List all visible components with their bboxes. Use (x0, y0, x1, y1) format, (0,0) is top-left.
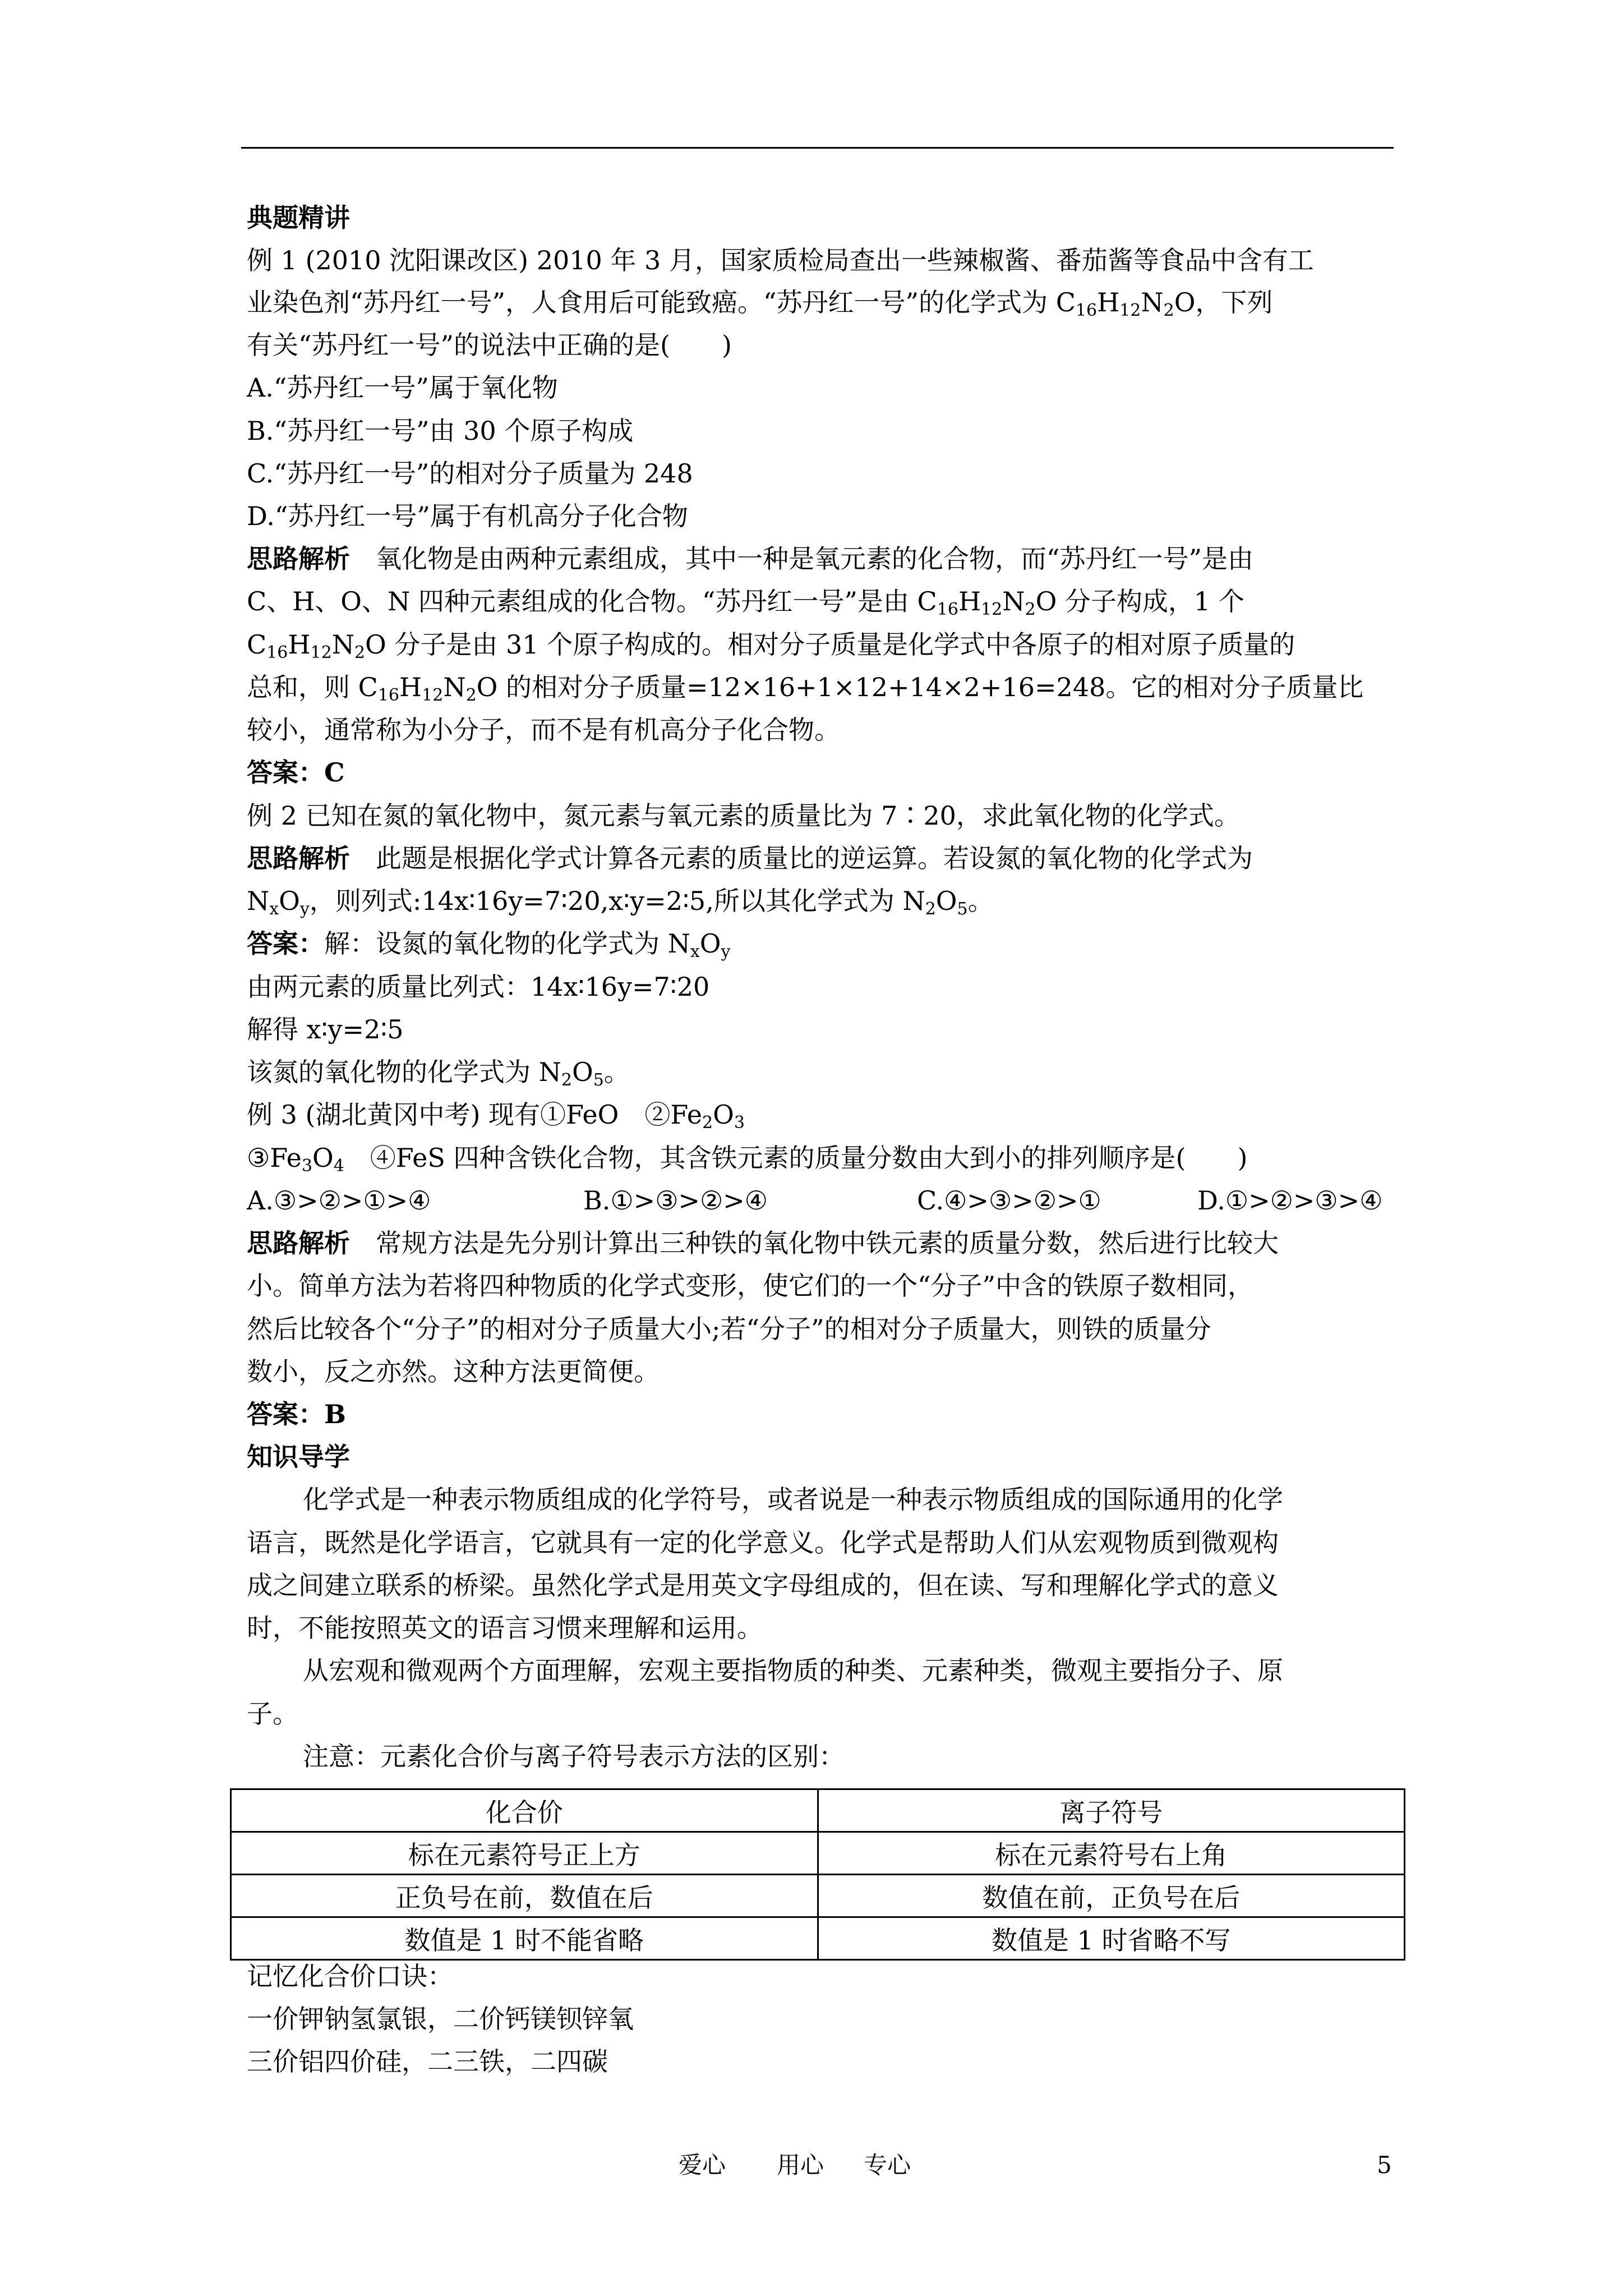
example-3-option-b: B.①>③>②>④ (583, 1185, 768, 1216)
mnemonic-line-2: 三价铝四价硅，二三铁，二四碳 (247, 2046, 608, 2077)
example-2-answer-line-1: 答案：解：设氮的氧化物的化学式为 $N_xO_y$ (247, 928, 731, 961)
knowledge-paragraph-2-line-1: 从宏观和微观两个方面理解，宏观主要指物质的种类、元素种类，微观主要指分子、原 (303, 1655, 1283, 1686)
table-cell: 数值是 1 时省略不写 (818, 1917, 1405, 1960)
example-1-line-3: 有关“苏丹红一号”的说法中正确的是( ) (247, 330, 732, 360)
table-row (231, 1917, 1405, 1960)
footer-middle: 用心 (777, 2151, 824, 2179)
table-cell: 标在元素符号右上角 (818, 1832, 1405, 1875)
mnemonic-title: 记忆化合价口诀： (247, 1961, 453, 1991)
example-1-analysis-line-2: C、H、O、N 四种元素组成的化合物。“苏丹红一号”是由 $C_{16}H_{12}N_2O$ 分子构成，1 个 (247, 586, 1244, 619)
example-2-analysis-line-1: 思路解析 此题是根据化学式计算各元素的质量比的逆运算。若设氮的氧化物的化学式为 (247, 843, 1253, 873)
knowledge-paragraph-1-line-2: 语言，既然是化学语言，它就具有一定的化学意义。化学式是帮助人们从宏观物质到微观构 (247, 1527, 1279, 1558)
knowledge-paragraph-1-line-1: 化学式是一种表示物质组成的化学符号，或者说是一种表示物质组成的国际通用的化学 (303, 1484, 1283, 1515)
table-cell: 标在元素符号正上方 (231, 1832, 818, 1875)
knowledge-note: 注意：元素化合价与离子符号表示方法的区别： (303, 1741, 845, 1772)
knowledge-paragraph-2-line-2: 子。 (247, 1699, 298, 1729)
knowledge-title: 知识导学 (247, 1442, 350, 1472)
example-1-option-d: D.“苏丹红一号”属于有机高分子化合物 (247, 501, 688, 531)
example-3-option-a: A.③>②>①>④ (247, 1185, 431, 1216)
example-1-line-1: 例 1 (2010 沈阳课改区) 2010 年 3 月，国家质检局查出一些辣椒酱、番茄酱等食品中含有工 (247, 245, 1314, 275)
example-2-answer-line-3: 解得 x∶y=2∶5 (247, 1014, 404, 1045)
table-row (231, 1875, 1405, 1917)
example-3-answer: 答案：B (247, 1399, 346, 1429)
table-header-cell: 离子符号 (818, 1789, 1405, 1832)
knowledge-paragraph-1-line-3: 成之间建立联系的桥梁。虽然化学式是用英文字母组成的，但在读、写和理解化学式的意义 (247, 1570, 1279, 1600)
example-1-line-2: 业染色剂“苏丹红一号”，人食用后可能致癌。“苏丹红一号”的化学式为 $C_{16}H_{12}N_2O$，下列 (247, 287, 1273, 320)
table-cell: 正负号在前，数值在后 (231, 1875, 818, 1917)
example-3-analysis-line-3: 然后比较各个“分子”的相对分子质量大小;若“分子”的相对分子质量大，则铁的质量分 (247, 1314, 1211, 1344)
example-2-line-1: 例 2 已知在氮的氧化物中，氮元素与氧元素的质量比为 7∶20，求此氧化物的化学式。 (247, 800, 1240, 831)
page-number: 5 (1377, 2151, 1392, 2179)
example-1-analysis-line-4: 总和，则 $C_{16}H_{12}N_2O$ 的相对分子质量=12×16+1×12+14×2+16=248。它的相对分子质量比 (247, 672, 1364, 705)
header-rule (241, 147, 1394, 149)
footer-right: 专心 (864, 2151, 911, 2179)
table-header-cell: 化合价 (231, 1789, 818, 1832)
example-3-analysis-line-2: 小。简单方法为若将四种物质的化学式变形，使它们的一个“分子”中含的铁原子数相同， (247, 1271, 1254, 1301)
table-row (231, 1832, 1405, 1875)
example-3-line-2: $③Fe_3O_4$ ④FeS 四种含铁化合物，其含铁元素的质量分数由大到小的排列顺序是( ) (247, 1143, 1248, 1176)
example-2-analysis-line-2: $N_xO_y$，则列式:14x∶16y=7∶20,x∶y=2∶5,所以其化学式为 $N_2O_5$。 (247, 886, 994, 919)
footer-left: 爱心 (679, 2151, 726, 2179)
example-1-option-a: A.“苏丹红一号”属于氧化物 (247, 372, 558, 403)
example-2-answer-line-4: 该氮的氧化物的化学式为 $N_2O_5$。 (247, 1057, 630, 1090)
valence-vs-ion-table (230, 1788, 1405, 1961)
section-title: 典题精讲 (247, 203, 350, 233)
table-cell: 数值是 1 时不能省略 (231, 1917, 818, 1960)
knowledge-paragraph-1-line-4: 时，不能按照英文的语言习惯来理解和运用。 (247, 1613, 763, 1643)
example-3-option-c: C.④>③>②>① (917, 1185, 1101, 1216)
example-2-answer-line-2: 由两元素的质量比列式：14x∶16y=7∶20 (247, 972, 710, 1002)
example-3-analysis-line-1: 思路解析 常规方法是先分别计算出三种铁的氧化物中铁元素的质量分数，然后进行比较大 (247, 1228, 1279, 1258)
table-header-row (231, 1789, 1405, 1832)
example-3-option-d: D.①>②>③>④ (1197, 1185, 1383, 1216)
example-1-analysis-line-1: 思路解析 氧化物是由两种元素组成，其中一种是氧元素的化合物，而“苏丹红一号”是由 (247, 544, 1254, 574)
example-3-analysis-line-4: 数小，反之亦然。这种方法更简便。 (247, 1356, 660, 1387)
example-1-option-b: B.“苏丹红一号”由 30 个原子构成 (247, 416, 634, 446)
table-cell: 数值在前，正负号在后 (818, 1875, 1405, 1917)
example-1-answer: 答案：C (247, 757, 345, 788)
example-3-line-1: 例 3 (湖北黄冈中考) 现有①FeO $②Fe_2O_3$ (247, 1099, 745, 1133)
example-1-analysis-line-5: 较小，通常称为小分子，而不是有机高分子化合物。 (247, 715, 840, 745)
mnemonic-line-1: 一价钾钠氢氯银，二价钙镁钡锌氧 (247, 2004, 634, 2034)
example-1-analysis-line-3: $C_{16}H_{12}N_2O$ 分子是由 31 个原子构成的。相对分子质量是化学式中各原子的相对原子质量的 (247, 629, 1295, 662)
example-1-option-c: C.“苏丹红一号”的相对分子质量为 248 (247, 458, 693, 489)
